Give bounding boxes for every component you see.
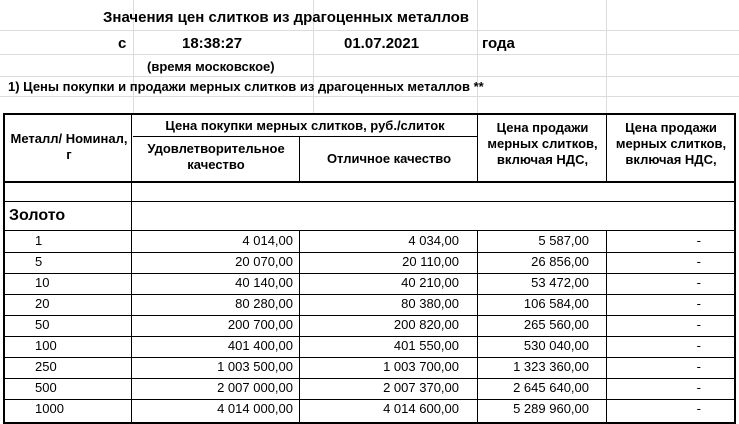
cell-buy-satisfactory: 1 003 500,00: [217, 359, 293, 374]
table-border: [299, 136, 300, 181]
row-divider: [3, 336, 736, 337]
cell-buy-satisfactory: 40 140,00: [235, 275, 293, 290]
row-divider: [3, 273, 736, 274]
cell-sell: 53 472,00: [531, 275, 589, 290]
cell-buy-excellent: 1 003 700,00: [383, 359, 459, 374]
year-label: года: [482, 35, 515, 52]
date-value: 01.07.2021: [344, 35, 420, 52]
table-border: [477, 113, 478, 181]
cell-sell-2: -: [696, 296, 701, 311]
col-header-metal: Металл/ Номинал, г: [10, 131, 128, 162]
cell-sell: 106 584,00: [523, 296, 589, 311]
section-title: 1) Цены покупки и продажи мерных слитков из драгоценных металлов **: [8, 79, 484, 94]
cell-buy-satisfactory: 4 014,00: [242, 233, 293, 248]
col-header-sell-2: Цена продажи мерных слитков, включая НДС,: [615, 120, 727, 167]
cell-buy-satisfactory: 80 280,00: [235, 296, 293, 311]
row-divider: [3, 252, 736, 253]
row-divider: [3, 399, 736, 400]
table-border: [3, 201, 736, 202]
cell-buy-excellent: 20 110,00: [402, 254, 459, 269]
gridline: [0, 96, 739, 97]
cell-buy-excellent: 200 820,00: [393, 317, 459, 332]
gridline: [0, 30, 739, 31]
cell-nominal: 250: [35, 359, 57, 374]
table-border: [3, 181, 736, 183]
row-divider: [3, 378, 736, 379]
cell-sell: 265 560,00: [523, 317, 589, 332]
cell-sell-2: -: [696, 317, 701, 332]
cell-nominal: 10: [35, 275, 50, 290]
gridline: [477, 0, 478, 113]
cell-sell: 5 587,00: [538, 233, 589, 248]
cell-nominal: 1: [35, 233, 43, 248]
cell-sell-2: -: [696, 380, 701, 395]
prices-table: [3, 113, 736, 424]
group-label-gold: Золото: [9, 207, 66, 224]
table-border: [133, 136, 477, 137]
cell-buy-satisfactory: 4 014 000,00: [217, 401, 293, 416]
cell-buy-satisfactory: 2 007 000,00: [217, 380, 293, 395]
cell-sell-2: -: [696, 233, 701, 248]
cell-sell: 26 856,00: [531, 254, 589, 269]
time-value: 18:38:27: [182, 35, 243, 52]
table-border: [3, 230, 736, 231]
cell-nominal: 500: [35, 380, 57, 395]
col-header-buy-excellent: Отличное качество: [326, 151, 452, 166]
cell-buy-excellent: 80 380,00: [401, 296, 459, 311]
timezone-note: (время московское): [147, 59, 275, 74]
cell-nominal: 100: [35, 338, 57, 353]
cell-sell: 2 645 640,00: [513, 380, 589, 395]
page-title: Значения цен слитков из драгоценных металлов: [103, 9, 470, 26]
cell-buy-excellent: 401 550,00: [393, 338, 459, 353]
row-divider: [3, 357, 736, 358]
cell-sell-2: -: [696, 275, 701, 290]
cell-buy-satisfactory: 401 400,00: [227, 338, 293, 353]
table-border: [299, 230, 300, 424]
cell-sell-2: -: [696, 359, 701, 374]
row-divider: [3, 294, 736, 295]
table-border: [606, 113, 607, 181]
col-header-buy-group: Цена покупки мерных слитков, руб./слиток: [165, 118, 445, 133]
col-header-sell: Цена продажи мерных слитков, включая НДС,: [487, 120, 598, 167]
cell-sell-2: -: [696, 401, 701, 416]
cell-nominal: 5: [35, 254, 43, 269]
cell-buy-satisfactory: 200 700,00: [227, 317, 293, 332]
cell-buy-satisfactory: 20 070,00: [235, 254, 293, 269]
table-border: [477, 230, 478, 424]
cell-buy-excellent: 2 007 370,00: [383, 380, 459, 395]
cell-sell-2: -: [696, 254, 701, 269]
from-label: с: [118, 35, 127, 52]
row-divider: [3, 315, 736, 316]
cell-nominal: 20: [35, 296, 50, 311]
table-border: [606, 230, 607, 424]
cell-sell-2: -: [696, 338, 701, 353]
cell-buy-excellent: 40 210,00: [401, 275, 459, 290]
cell-nominal: 50: [35, 317, 50, 332]
cell-sell: 5 289 960,00: [513, 401, 589, 416]
cell-sell: 1 323 360,00: [513, 359, 589, 374]
cell-sell: 530 040,00: [523, 338, 589, 353]
gridline: [0, 76, 739, 77]
cell-nominal: 1000: [35, 401, 64, 416]
col-header-buy-satisfactory: Удовлетворительное качество: [147, 141, 285, 172]
cell-buy-excellent: 4 014 600,00: [383, 401, 459, 416]
cell-buy-excellent: 4 034,00: [408, 233, 459, 248]
table-border: [3, 113, 736, 115]
gridline: [606, 0, 607, 113]
gridline: [0, 54, 739, 55]
